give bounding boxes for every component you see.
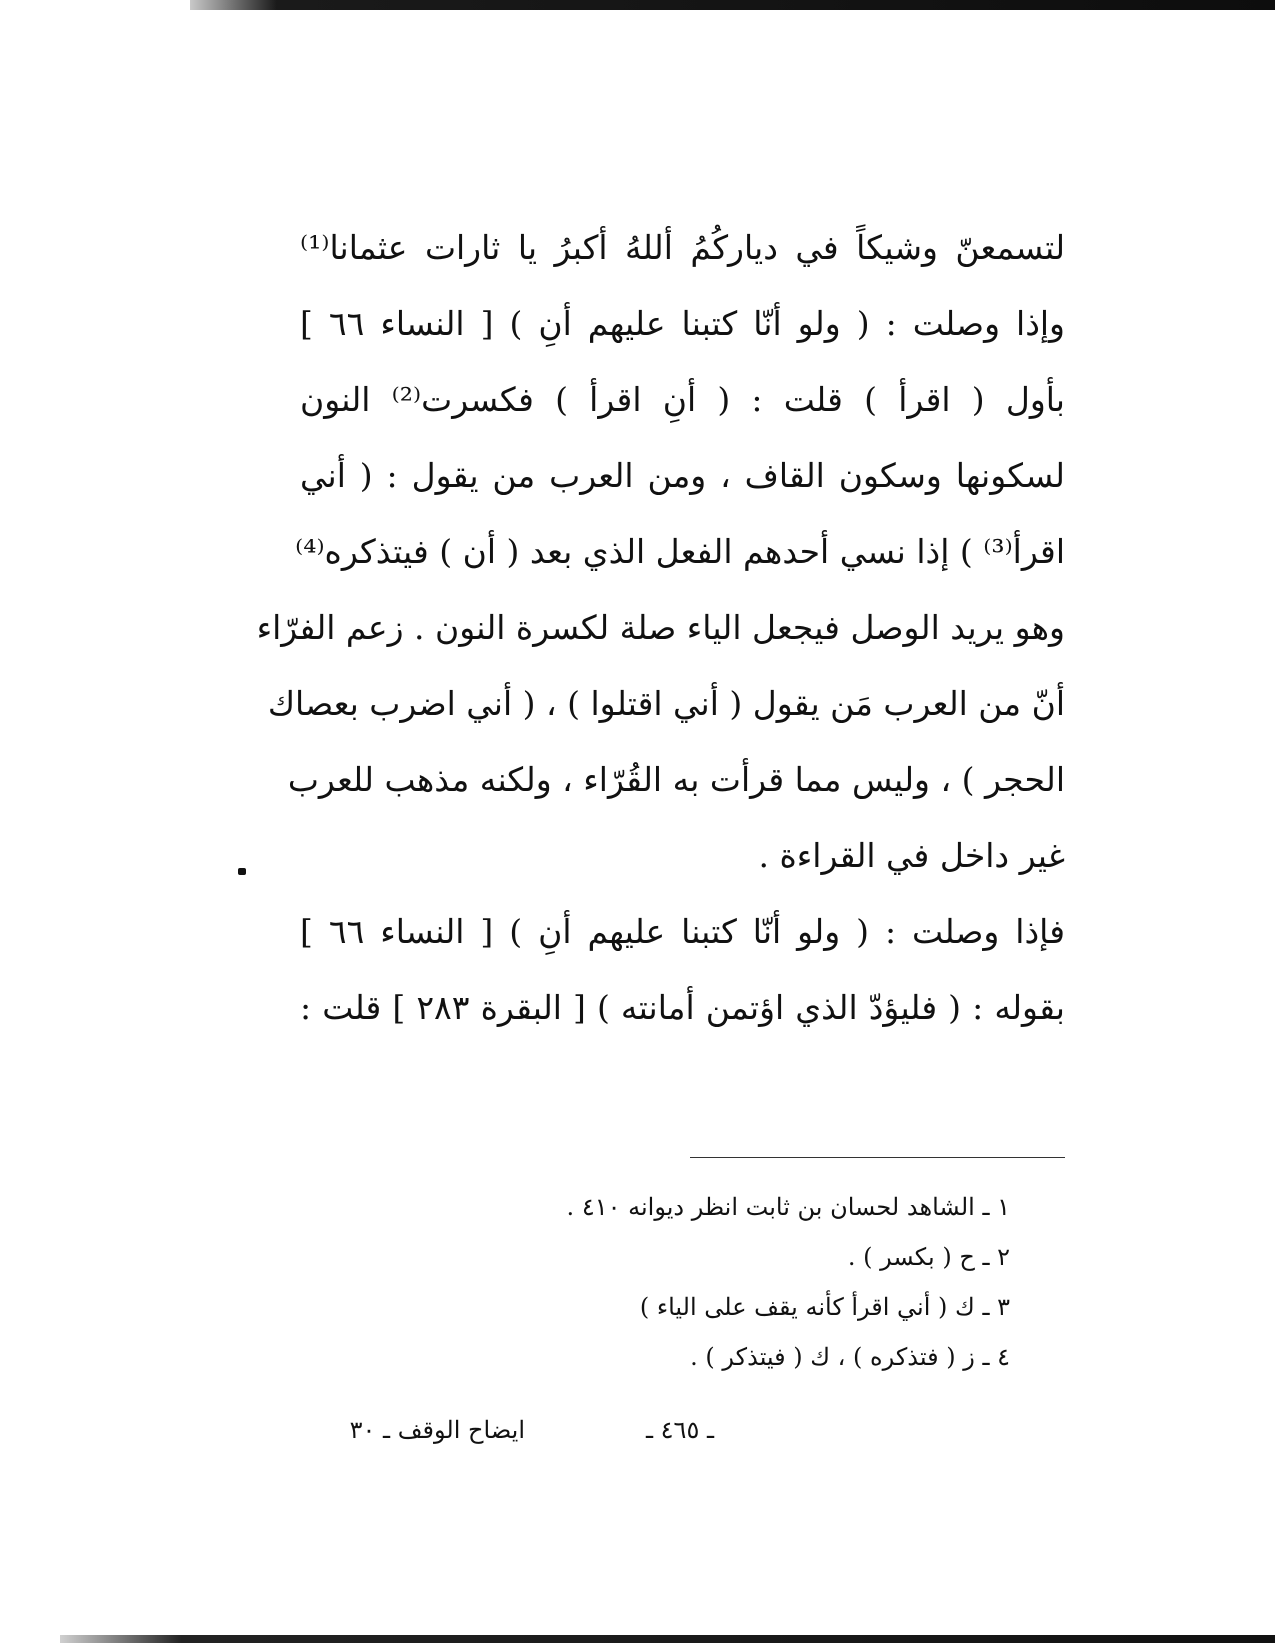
text-line: وإذا وصلت : ( ولو أنّا كتبنا عليهم أنِ ) [ النساء ٦٦ ] <box>300 304 1065 343</box>
footnote-item: ١ ـ الشاهد لحسان بن ثابت انظر ديوانه ٤١٠ . <box>566 1193 1010 1221</box>
text-line: بأول ( اقرأ ) قلت : ( أنِ اقرأ ) فكسرت⁽²⁾ النون <box>300 380 1065 419</box>
main-text <box>256 210 1065 1046</box>
text-line: اقرأ⁽³⁾ ) إذا نسي أحدهم الفعل الذي بعد ( أن ) فيتذكره⁽⁴⁾ <box>295 532 1065 571</box>
book-reference: ايضاح الوقف ـ ٣٠ <box>349 1416 525 1444</box>
footnotes <box>500 1182 1010 1382</box>
page-number: ـ ٤٦٥ ـ <box>645 1416 714 1444</box>
footnote-divider <box>690 1157 1065 1158</box>
text-line: الحجر ) ، وليس مما قرأت به القُرّاء ، ولكنه مذهب للعرب <box>287 760 1065 799</box>
text-line: فإذا وصلت : ( ولو أنّا كتبنا عليهم أنِ ) [ النساء ٦٦ ] <box>300 912 1065 951</box>
scan-speck <box>238 868 246 875</box>
text-line: أنّ من العرب مَن يقول ( أني اقتلوا ) ، ( أني اضرب بعصاك <box>267 684 1065 723</box>
footnote-item: ٤ ـ ز ( فتذكره ) ، ك ( فيتذكر ) . <box>690 1343 1010 1371</box>
text-line: غير داخل في القراءة . <box>758 836 1065 875</box>
text-line: بقوله : ( فليؤدّ الذي اؤتمن أمانته ) [ البقرة ٢٨٣ ] قلت : <box>300 988 1065 1027</box>
text-line: لسكونها وسكون القاف ، ومن العرب من يقول : ( أني <box>300 456 1065 495</box>
scan-edge-bottom <box>60 1635 1275 1643</box>
footnote-item: ٢ ـ ح ( بكسر ) . <box>847 1243 1010 1271</box>
verse-line: لتسمعنّ وشيكاً في دياركُمُ أللهُ أكبرُ يا ثارات عثمانا⁽¹⁾ <box>300 228 1065 267</box>
scan-edge-top <box>190 0 1275 10</box>
text-line: وهو يريد الوصل فيجعل الياء صلة لكسرة النون . زعم الفرّاء <box>256 608 1065 647</box>
footnote-item: ٣ ـ ك ( أني اقرأ كأنه يقف على الياء ) <box>639 1293 1010 1321</box>
